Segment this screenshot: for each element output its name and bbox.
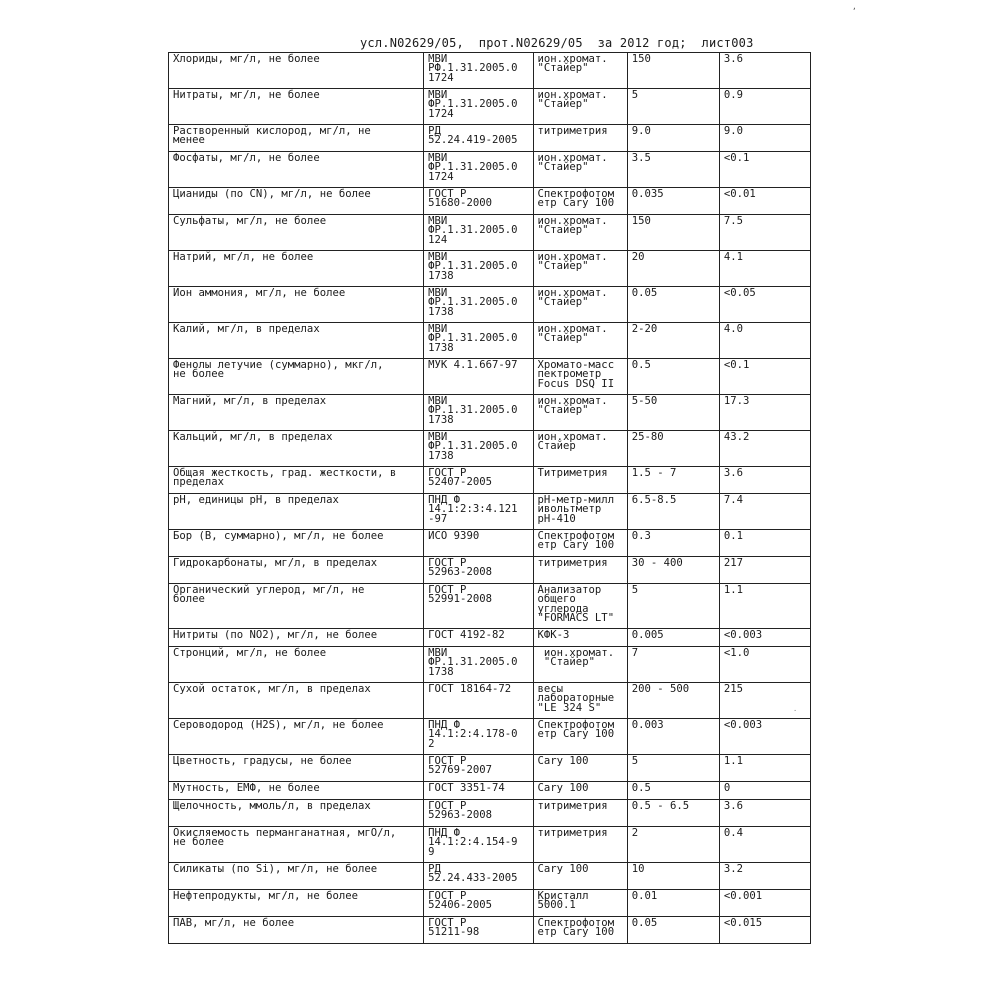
table-row bbox=[169, 827, 811, 863]
method-cell: МВИ ФР.1.31.2005.0 124 bbox=[424, 215, 533, 251]
method-cell: ГОСТ Р 52963-2008 bbox=[424, 557, 533, 584]
method-cell: ПНД Ф 14.1:2:4.154-9 9 bbox=[424, 827, 533, 863]
table-row bbox=[169, 719, 811, 755]
result-cell: 0.9 bbox=[719, 89, 810, 125]
equipment-cell: ион.хромат. "Стайер" bbox=[533, 53, 627, 89]
equipment-cell: весы лабораторные "LE 324 S" bbox=[533, 683, 627, 719]
equipment-cell: Спектрофотом етр Cary 100 bbox=[533, 530, 627, 557]
parameter-cell: ПАВ, мг/л, не более bbox=[169, 917, 424, 944]
norm-cell: 150 bbox=[627, 53, 719, 89]
equipment-cell: ион.хромат. "Стайер" bbox=[533, 152, 627, 188]
equipment-cell: Спектрофотом етр Cary 100 bbox=[533, 719, 627, 755]
norm-cell: 2 bbox=[627, 827, 719, 863]
parameter-cell: Ион аммония, мг/л, не более bbox=[169, 287, 424, 323]
table-row bbox=[169, 125, 811, 152]
method-cell: МВИ ФР.1.31.2005.0 1724 bbox=[424, 89, 533, 125]
result-cell: 9.0 bbox=[719, 125, 810, 152]
method-cell: ГОСТ Р 51211-98 bbox=[424, 917, 533, 944]
method-cell: ГОСТ 3351-74 bbox=[424, 782, 533, 800]
method-cell: ГОСТ Р 52991-2008 bbox=[424, 584, 533, 629]
result-cell: 7.5 bbox=[719, 215, 810, 251]
result-cell: 3.6 bbox=[719, 53, 810, 89]
table-row bbox=[169, 683, 811, 719]
norm-cell: 0.5 bbox=[627, 782, 719, 800]
norm-cell: 2-20 bbox=[627, 323, 719, 359]
method-cell: РД 52.24.419-2005 bbox=[424, 125, 533, 152]
parameter-cell: Бор (B, суммарно), мг/л, не более bbox=[169, 530, 424, 557]
equipment-cell: ион.хромат. "Стайер" bbox=[533, 251, 627, 287]
table-row bbox=[169, 467, 811, 494]
results-table-body bbox=[169, 53, 811, 944]
norm-cell: 7 bbox=[627, 647, 719, 683]
method-cell: МВИ ФР.1.31.2005.0 1738 bbox=[424, 395, 533, 431]
table-row bbox=[169, 530, 811, 557]
table-row bbox=[169, 89, 811, 125]
table-row bbox=[169, 431, 811, 467]
result-cell: 3.2 bbox=[719, 863, 810, 890]
table-row bbox=[169, 629, 811, 647]
equipment-cell: ион.хромат. "Стайер" bbox=[533, 89, 627, 125]
equipment-cell: титриметрия bbox=[533, 800, 627, 827]
parameter-cell: Натрий, мг/л, не более bbox=[169, 251, 424, 287]
parameter-cell: Гидрокарбонаты, мг/л, в пределах bbox=[169, 557, 424, 584]
norm-cell: 5 bbox=[627, 755, 719, 782]
equipment-cell: Cary 100 bbox=[533, 782, 627, 800]
parameter-cell: Цианиды (по CN), мг/л, не более bbox=[169, 188, 424, 215]
norm-cell: 6.5-8.5 bbox=[627, 494, 719, 530]
result-cell: <0.1 bbox=[719, 152, 810, 188]
method-cell: ГОСТ Р 52406-2005 bbox=[424, 890, 533, 917]
norm-cell: 0.5 - 6.5 bbox=[627, 800, 719, 827]
method-cell: МВИ ФР.1.31.2005.0 1738 bbox=[424, 431, 533, 467]
norm-cell: 0.5 bbox=[627, 359, 719, 395]
method-cell: МВИ ФР.1.31.2005.0 1724 bbox=[424, 152, 533, 188]
table-row bbox=[169, 188, 811, 215]
result-cell: 17.3 bbox=[719, 395, 810, 431]
parameter-cell: Цветность, градусы, не более bbox=[169, 755, 424, 782]
result-cell: 7.4 bbox=[719, 494, 810, 530]
table-row bbox=[169, 755, 811, 782]
equipment-cell: ион.хромат. Стайер bbox=[533, 431, 627, 467]
result-cell: <0.1 bbox=[719, 359, 810, 395]
equipment-cell: ион.хромат. "Стайер" bbox=[533, 323, 627, 359]
parameter-cell: Фенолы летучие (суммарно), мкг/л, не более bbox=[169, 359, 424, 395]
table-row bbox=[169, 395, 811, 431]
equipment-cell: титриметрия bbox=[533, 125, 627, 152]
parameter-cell: Мутность, ЕМФ, не более bbox=[169, 782, 424, 800]
norm-cell: 5 bbox=[627, 89, 719, 125]
method-cell: ГОСТ 18164-72 bbox=[424, 683, 533, 719]
table-row bbox=[169, 323, 811, 359]
result-cell: 217 bbox=[719, 557, 810, 584]
scan-speck: . bbox=[793, 705, 798, 713]
equipment-cell: титриметрия bbox=[533, 827, 627, 863]
table-row bbox=[169, 557, 811, 584]
result-cell: 3.6 bbox=[719, 467, 810, 494]
equipment-cell: pH-метр-милл ивольтметр pH-410 bbox=[533, 494, 627, 530]
table-row bbox=[169, 584, 811, 629]
norm-cell: 0.01 bbox=[627, 890, 719, 917]
equipment-cell: Анализатор общего углерода "FORMACS LT" bbox=[533, 584, 627, 629]
result-cell: <0.003 bbox=[719, 719, 810, 755]
result-cell: 1.1 bbox=[719, 584, 810, 629]
norm-cell: 0.035 bbox=[627, 188, 719, 215]
result-cell: 0 bbox=[719, 782, 810, 800]
norm-cell: 0.3 bbox=[627, 530, 719, 557]
table-row bbox=[169, 800, 811, 827]
equipment-cell: Cary 100 bbox=[533, 755, 627, 782]
norm-cell: 20 bbox=[627, 251, 719, 287]
result-cell: <0.01 bbox=[719, 188, 810, 215]
table-row bbox=[169, 647, 811, 683]
method-cell: ГОСТ Р 52769-2007 bbox=[424, 755, 533, 782]
equipment-cell: КФК-3 bbox=[533, 629, 627, 647]
table-row bbox=[169, 782, 811, 800]
parameter-cell: Общая жесткость, град. жесткости, в пределах bbox=[169, 467, 424, 494]
result-cell: <0.05 bbox=[719, 287, 810, 323]
table-row bbox=[169, 152, 811, 188]
table-row bbox=[169, 890, 811, 917]
table-row bbox=[169, 863, 811, 890]
parameter-cell: Магний, мг/л, в пределах bbox=[169, 395, 424, 431]
parameter-cell: Нефтепродукты, мг/л, не более bbox=[169, 890, 424, 917]
result-cell: <1.0 bbox=[719, 647, 810, 683]
table-row bbox=[169, 53, 811, 89]
parameter-cell: Нитраты, мг/л, не более bbox=[169, 89, 424, 125]
method-cell: РД 52.24.433-2005 bbox=[424, 863, 533, 890]
norm-cell: 1.5 - 7 bbox=[627, 467, 719, 494]
method-cell: ГОСТ Р 52407-2005 bbox=[424, 467, 533, 494]
equipment-cell: Спектрофотом етр Cary 100 bbox=[533, 917, 627, 944]
equipment-cell: Титриметрия bbox=[533, 467, 627, 494]
table-row bbox=[169, 287, 811, 323]
method-cell: МУК 4.1.667-97 bbox=[424, 359, 533, 395]
equipment-cell: Cary 100 bbox=[533, 863, 627, 890]
method-cell: ИСО 9390 bbox=[424, 530, 533, 557]
table-row bbox=[169, 251, 811, 287]
parameter-cell: Сухой остаток, мг/л, в пределах bbox=[169, 683, 424, 719]
method-cell: ГОСТ Р 52963-2008 bbox=[424, 800, 533, 827]
norm-cell: 10 bbox=[627, 863, 719, 890]
result-cell: <0.003 bbox=[719, 629, 810, 647]
result-cell: 4.1 bbox=[719, 251, 810, 287]
norm-cell: 150 bbox=[627, 215, 719, 251]
table-row bbox=[169, 494, 811, 530]
result-cell: <0.015 bbox=[719, 917, 810, 944]
norm-cell: 200 - 500 bbox=[627, 683, 719, 719]
table-row bbox=[169, 215, 811, 251]
result-cell: 0.4 bbox=[719, 827, 810, 863]
method-cell: ГОСТ 4192-82 bbox=[424, 629, 533, 647]
parameter-cell: Сульфаты, мг/л, не более bbox=[169, 215, 424, 251]
norm-cell: 0.003 bbox=[627, 719, 719, 755]
norm-cell: 9.0 bbox=[627, 125, 719, 152]
result-cell: 0.1 bbox=[719, 530, 810, 557]
result-cell: 215 bbox=[719, 683, 810, 719]
parameter-cell: Растворенный кислород, мг/л, не менее bbox=[169, 125, 424, 152]
equipment-cell: ион.хромат. "Стайер" bbox=[533, 287, 627, 323]
norm-cell: 25-80 bbox=[627, 431, 719, 467]
equipment-cell: ион.хромат. "Стайер" bbox=[533, 647, 627, 683]
document-header: усл.N02629/05, прот.N02629/05 за 2012 год; лист003 bbox=[360, 36, 754, 50]
table-row bbox=[169, 917, 811, 944]
equipment-cell: Хромато-масс пектрометр Focus DSQ II bbox=[533, 359, 627, 395]
parameter-cell: Окисляемость перманганатная, мгО/л, не более bbox=[169, 827, 424, 863]
parameter-cell: Сероводород (H2S), мг/л, не более bbox=[169, 719, 424, 755]
parameter-cell: Кальций, мг/л, в пределах bbox=[169, 431, 424, 467]
norm-cell: 30 - 400 bbox=[627, 557, 719, 584]
equipment-cell: титриметрия bbox=[533, 557, 627, 584]
norm-cell: 5-50 bbox=[627, 395, 719, 431]
parameter-cell: pH, единицы pH, в пределах bbox=[169, 494, 424, 530]
equipment-cell: ион.хромат. "Стайер" bbox=[533, 395, 627, 431]
result-cell: 3.6 bbox=[719, 800, 810, 827]
norm-cell: 3.5 bbox=[627, 152, 719, 188]
corner-speck: , bbox=[852, 2, 857, 11]
method-cell: ПНД Ф 14.1:2:4.178-0 2 bbox=[424, 719, 533, 755]
parameter-cell: Органический углерод, мг/л, не более bbox=[169, 584, 424, 629]
method-cell: МВИ ФР.1.31.2005.0 1738 bbox=[424, 647, 533, 683]
method-cell: ПНД Ф 14.1:2:3:4.121 -97 bbox=[424, 494, 533, 530]
method-cell: МВИ ФР.1.31.2005.0 1738 bbox=[424, 323, 533, 359]
equipment-cell: ион.хромат. "Стайер" bbox=[533, 215, 627, 251]
method-cell: МВИ ФР.1.31.2005.0 1738 bbox=[424, 251, 533, 287]
norm-cell: 0.05 bbox=[627, 287, 719, 323]
method-cell: ГОСТ Р 51680-2000 bbox=[424, 188, 533, 215]
norm-cell: 5 bbox=[627, 584, 719, 629]
parameter-cell: Силикаты (по Si), мг/л, не более bbox=[169, 863, 424, 890]
table-row bbox=[169, 359, 811, 395]
result-cell: 4.0 bbox=[719, 323, 810, 359]
result-cell: <0.001 bbox=[719, 890, 810, 917]
norm-cell: 0.005 bbox=[627, 629, 719, 647]
method-cell: МВИ РФ.1.31.2005.0 1724 bbox=[424, 53, 533, 89]
equipment-cell: Кристалл 5000.1 bbox=[533, 890, 627, 917]
equipment-cell: Спектрофотом етр Cary 100 bbox=[533, 188, 627, 215]
parameter-cell: Щелочность, ммоль/л, в пределах bbox=[169, 800, 424, 827]
norm-cell: 0.05 bbox=[627, 917, 719, 944]
method-cell: МВИ ФР.1.31.2005.0 1738 bbox=[424, 287, 533, 323]
results-table bbox=[168, 52, 811, 944]
parameter-cell: Стронций, мг/л, не более bbox=[169, 647, 424, 683]
parameter-cell: Нитриты (по NO2), мг/л, не более bbox=[169, 629, 424, 647]
parameter-cell: Хлориды, мг/л, не более bbox=[169, 53, 424, 89]
result-cell: 43.2 bbox=[719, 431, 810, 467]
result-cell: 1.1 bbox=[719, 755, 810, 782]
parameter-cell: Фосфаты, мг/л, не более bbox=[169, 152, 424, 188]
parameter-cell: Калий, мг/л, в пределах bbox=[169, 323, 424, 359]
